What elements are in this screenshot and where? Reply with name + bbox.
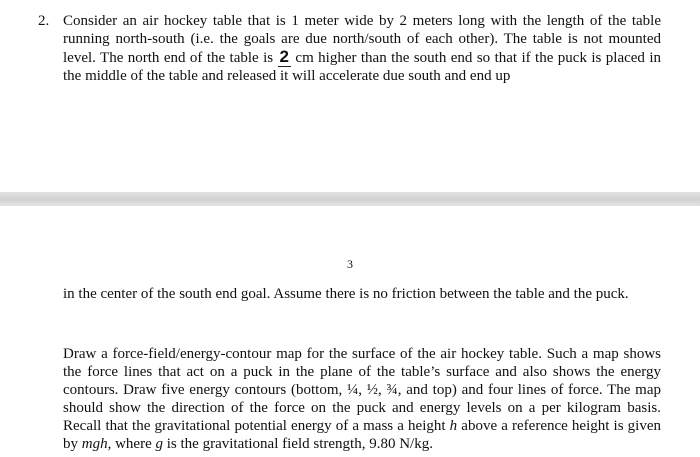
variable-g: g	[155, 436, 163, 452]
question-intro-end-text: cm higher than the south end so that if the puck is placed in the middle of the table and released it will accelerate due south and end up	[63, 50, 661, 84]
task-text-part3: , where	[107, 436, 156, 452]
continuation-paragraph: in the center of the south end goal. Assume there is no friction between the table and the puck.	[63, 286, 629, 302]
page-separator	[0, 192, 700, 206]
task-text-part4: is the gravitational field strength, 9.80 N/kg.	[163, 436, 433, 452]
variable-h: h	[449, 418, 458, 434]
height-value: 2	[279, 47, 289, 66]
task-text-part2: above a reference height is given by	[63, 418, 662, 452]
formula-mgh: mgh	[81, 436, 108, 452]
page-number: 3	[347, 257, 353, 271]
question-intro-paragraph	[63, 12, 661, 85]
question-number: 2.	[38, 13, 50, 29]
task-paragraph	[63, 345, 661, 453]
question-intro-text: Consider an air hockey table that is 1 meter wide by 2 meters long with the length of the table running north-south (i.e. the goals are due north/south of each other). The table is not mounted level. The north end of the table is	[63, 13, 661, 66]
document-page-top	[0, 0, 700, 192]
task-text-part1: Draw a force-field/energy-contour map for the surface of the air hockey table. Such a map shows the force lines that act on a puck in the plane of the table’s surface and also shows the energy contours. Draw five energy contours (bottom, ¼, ½, ¾, and top) and four lines of force. The map should show the direction of the force on the puck and energy levels on a per kilogram basis. Recall that the gravitational potential energy of a mass a height	[63, 346, 661, 434]
